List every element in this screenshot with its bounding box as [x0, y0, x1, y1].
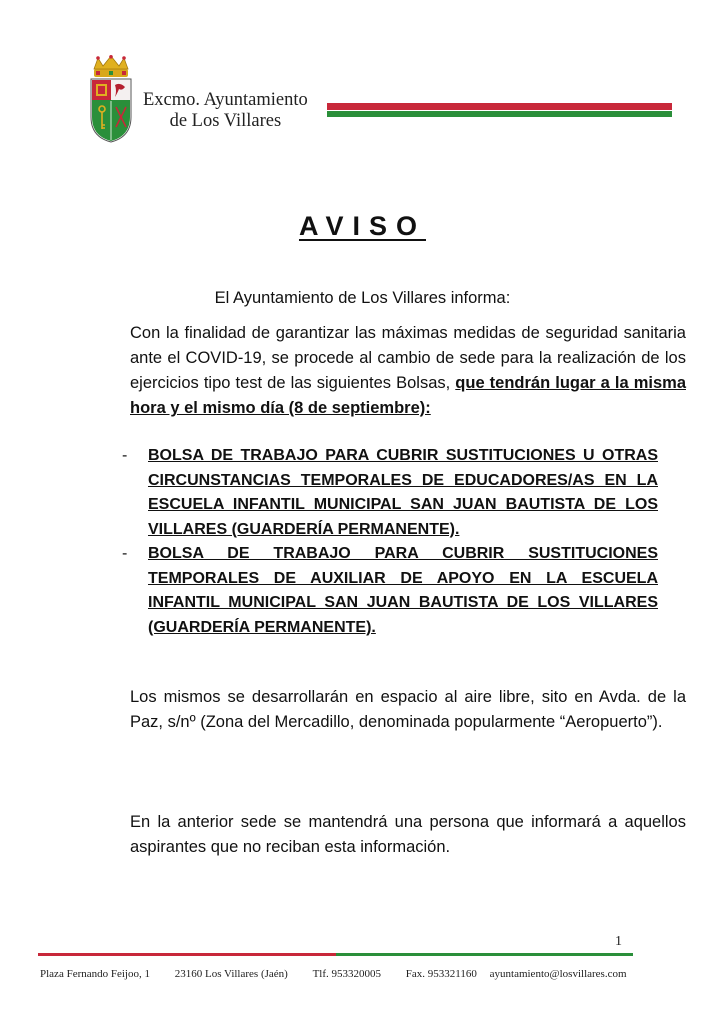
org-line-2: de Los Villares: [169, 111, 282, 131]
footer-fax: Fax. 953321160: [405, 968, 477, 980]
bolsas-list: [122, 444, 658, 640]
footer-city: 23160 Los Villares (Jaén): [174, 968, 288, 980]
org-line-1: Excmo. Ayuntamiento: [143, 90, 308, 110]
bullet-text: BOLSA DE TRABAJO PARA CUBRIR SUSTITUCIONES U OTRAS CIRCUNSTANCIAS TEMPORALES DE EDUCADORES/AS EN LA ESCUELA INFANTIL MUNICIPAL SAN JUAN BAUTISTA DE LOS VILLARES (GUARDERÍA PERMANENTE).: [148, 447, 658, 538]
intro-line: El Ayuntamiento de Los Villares informa:: [214, 289, 511, 307]
paragraph-2: Los mismos se desarrollarán en espacio al aire libre, sito en Avda. de la Paz, s/nº (Zona del Mercadillo, denominada popularmente “Aeropuerto”).: [130, 688, 686, 731]
footer-address: Plaza Fernando Feijoo, 1: [40, 968, 150, 980]
coat-of-arms-icon: [88, 55, 134, 143]
bullet-marker: -: [122, 545, 128, 562]
bullet-text: BOLSA DE TRABAJO PARA CUBRIR SUSTITUCIONES TEMPORALES DE AUXILIAR DE APOYO EN LA ESCUELA INFANTIL MUNICIPAL SAN JUAN BAUTISTA DE LOS VILLARES (GUARDERÍA PERMANENTE).: [148, 545, 658, 636]
paragraph-1: [102, 321, 686, 421]
footer-phone: Tlf. 953320005: [312, 968, 382, 980]
list-item: [122, 444, 658, 542]
organization-name: [143, 90, 308, 132]
page-title: AVISO: [298, 211, 426, 241]
footer-color-bar: [38, 953, 633, 956]
header-color-bar: [327, 103, 672, 117]
paragraph-3: En la anterior sede se mantendrá una persona que informará a aquellos aspirantes que no reciban esta información.: [130, 813, 686, 856]
page-number: 1: [615, 934, 622, 949]
footer-bar-green: [336, 953, 634, 956]
bullet-marker: -: [122, 447, 128, 464]
footer-bar-red: [38, 953, 336, 956]
header-bar-green: [327, 111, 672, 117]
footer: [40, 968, 627, 980]
header-bar-red: [327, 103, 672, 110]
paragraph-1-emphasis: que tendrán lugar a la misma hora y el mismo día (8 de septiembre):: [130, 374, 686, 417]
list-item: [122, 542, 658, 640]
paragraph-1-text: Con la finalidad de garantizar las máximas medidas de seguridad sanitaria ante el COVID-19, se procede al cambio de sede para la realización de los ejercicios tipo test de las siguientes Bolsas,: [130, 324, 686, 392]
footer-email: ayuntamiento@losvillares.com: [489, 968, 627, 980]
